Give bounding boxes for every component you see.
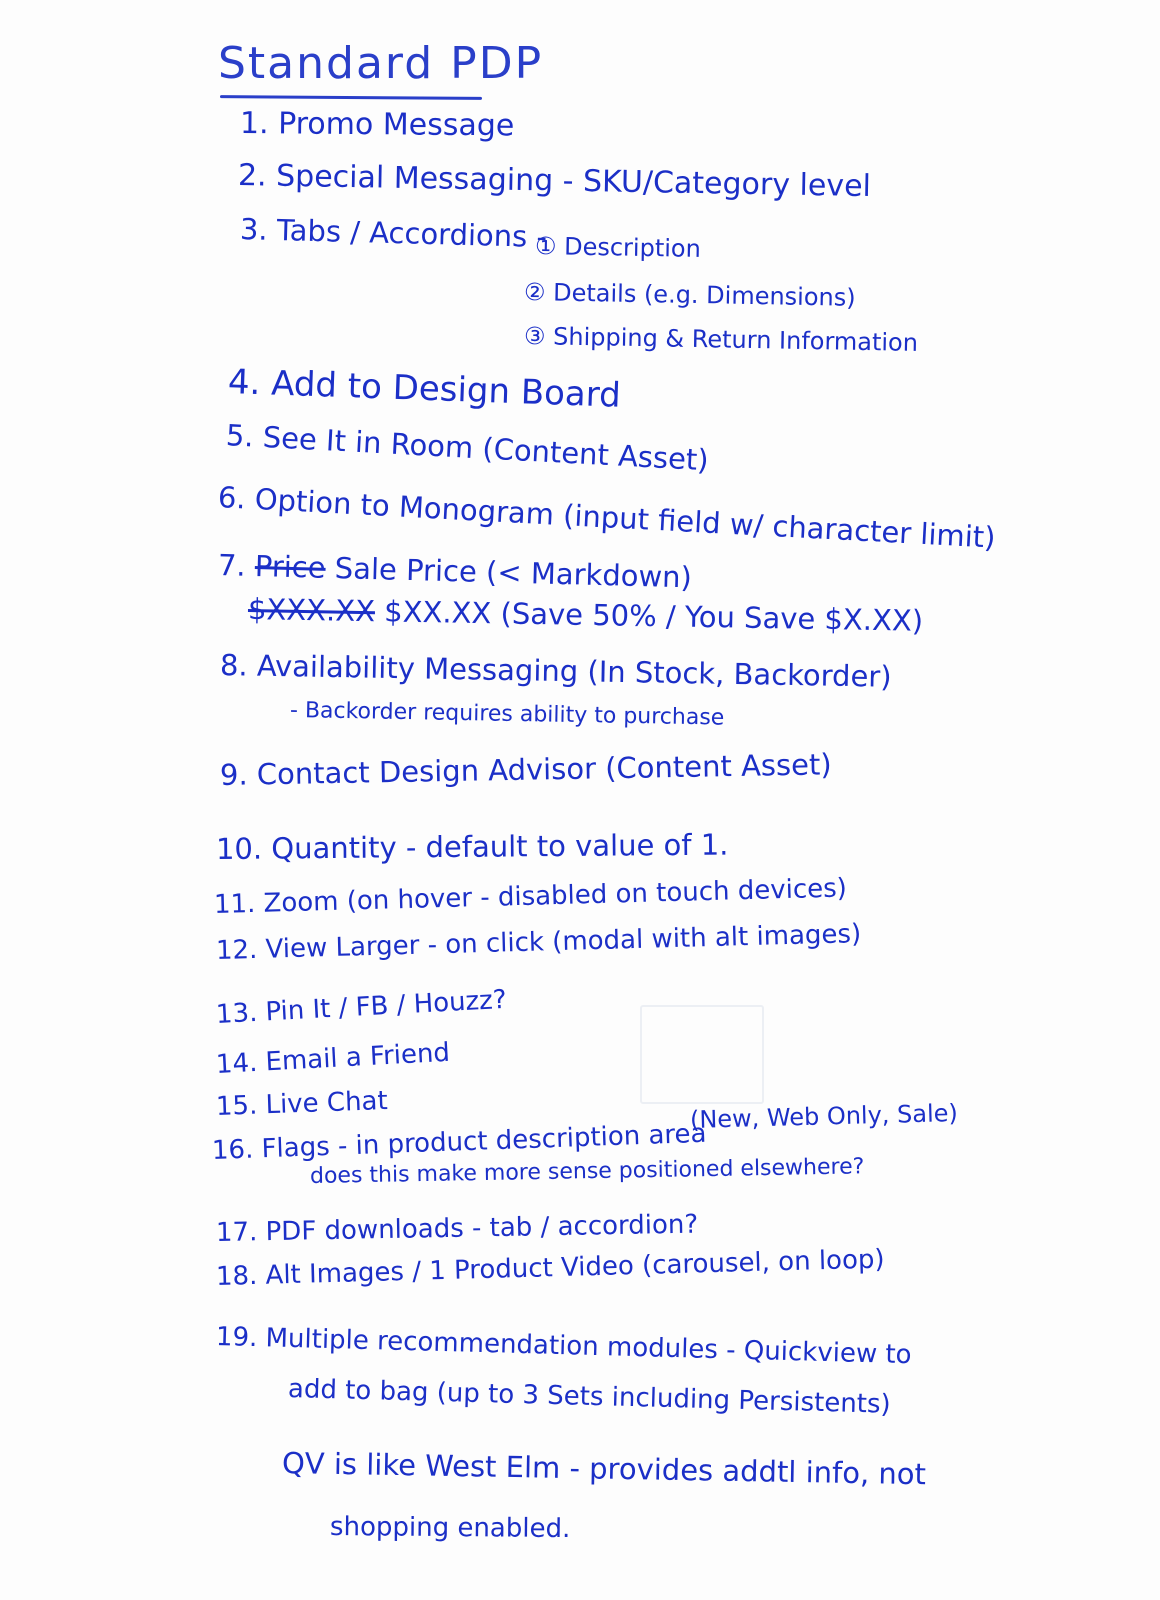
note-item-12: 12. View Larger - on click (modal with alt images) — [215, 919, 862, 966]
note-item-19-continued: add to bag (up to 3 Sets including Persistents) — [287, 1374, 892, 1420]
note-item-13: 13. Pin It / FB / Houzz? — [215, 984, 508, 1030]
note-item-11: 11. Zoom (on hover - disabled on touch devices) — [213, 873, 848, 920]
note-item-3-sub-2: ② Details (e.g. Dimensions) — [523, 278, 856, 312]
faint-background-mark — [640, 1005, 764, 1104]
note-item-7-number: 7. — [217, 548, 247, 583]
note-item-18: 18. Alt Images / 1 Product Video (carousel, on loop) — [215, 1244, 885, 1292]
note-item-14: 14. Email a Friend — [215, 1037, 451, 1080]
note-item-16-tags: (New, Web Only, Sale) — [689, 1098, 959, 1134]
note-item-7-prices — [248, 592, 924, 638]
old-price-struck: $XXX.XX — [247, 592, 376, 629]
note-item-8-note: - Backorder requires ability to purchase — [289, 698, 725, 731]
note-item-7-text: Sale Price (< Markdown) — [334, 551, 693, 595]
note-item-19: 19. Multiple recommendation modules - Quickview to — [215, 1322, 912, 1371]
note-item-7 — [218, 548, 693, 594]
note-item-5: 5. See It in Room (Content Asset) — [225, 418, 710, 478]
note-item-7-struck-word: Price — [254, 548, 327, 585]
note-item-15: 15. Live Chat — [215, 1086, 389, 1122]
note-item-3-sub-1: ① Description — [534, 232, 702, 263]
note-item-3-sub-3: ③ Shipping & Return Information — [523, 322, 919, 357]
note-item-16: 16. Flags - in product description area — [211, 1118, 707, 1166]
title-underline — [220, 95, 482, 100]
note-item-9: 9. Contact Design Advisor (Content Asset) — [219, 747, 832, 792]
note-item-17: 17. PDF downloads - tab / accordion? — [215, 1209, 699, 1248]
note-item-2: 2. Special Messaging - SKU/Category level — [237, 158, 872, 205]
note-item-1: 1. Promo Message — [239, 106, 515, 144]
note-item-10: 10. Quantity - default to value of 1. — [215, 827, 729, 866]
note-item-8: 8. Availability Messaging (In Stock, Backorder) — [219, 648, 892, 694]
note-item-3: 3. Tabs / Accordions - — [239, 212, 548, 255]
quickview-note-line-2: shopping enabled. — [329, 1512, 571, 1545]
sale-price: $XX.XX (Save 50% / You Save $X.XX) — [383, 594, 924, 638]
note-item-4: 4. Add to Design Board — [227, 362, 622, 416]
page-title: Standard PDP — [218, 38, 544, 89]
note-item-16-note: does this make more sense positioned elsewhere? — [309, 1154, 865, 1189]
note-item-6: 6. Option to Monogram (input field w/ character limit) — [217, 480, 997, 555]
quickview-note-line-1: QV is like West Elm - provides addtl info, not — [281, 1446, 927, 1492]
